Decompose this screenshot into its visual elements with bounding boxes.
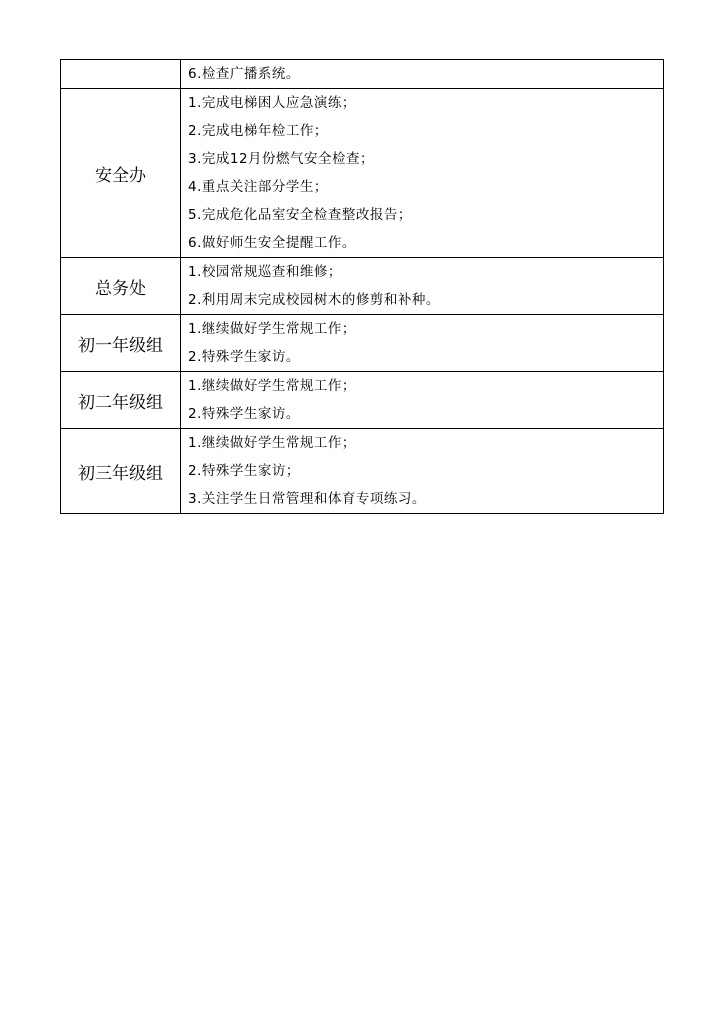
table-row-general-affairs [61, 258, 664, 315]
task-item: 1.继续做好学生常规工作； [188, 321, 356, 337]
task-item: 1.继续做好学生常规工作； [188, 435, 356, 451]
task-item: 6.做好师生安全提醒工作。 [188, 235, 356, 251]
tasks-cell [181, 429, 664, 514]
task-item: 3.关注学生日常管理和体育专项练习。 [188, 491, 426, 507]
table-row-grade-8 [61, 372, 664, 429]
tasks-cell [181, 89, 664, 258]
table-row-grade-7 [61, 315, 664, 372]
dept-cell: 初二年级组 [61, 372, 181, 429]
table-row-safety-office [61, 89, 664, 258]
dept-cell [61, 60, 181, 89]
task-item: 3.完成12月份燃气安全检查； [188, 151, 375, 167]
task-item: 2.特殊学生家访。 [188, 406, 300, 422]
dept-cell: 初三年级组 [61, 429, 181, 514]
tasks-cell [181, 372, 664, 429]
tasks-cell [181, 258, 664, 315]
dept-cell: 总务处 [61, 258, 181, 315]
tasks-cell [181, 60, 664, 89]
tasks-cell [181, 315, 664, 372]
task-item: 1.校园常规巡查和维修； [188, 264, 342, 280]
task-item: 1.继续做好学生常规工作； [188, 378, 356, 394]
task-item: 6.检查广播系统。 [188, 66, 300, 82]
task-item: 2.完成电梯年检工作； [188, 123, 328, 139]
dept-cell: 安全办 [61, 89, 181, 258]
task-item: 4.重点关注部分学生； [188, 179, 328, 195]
table-row-continued [61, 60, 664, 89]
dept-cell: 初一年级组 [61, 315, 181, 372]
task-item: 2.利用周末完成校园树木的修剪和补种。 [188, 292, 440, 308]
task-item: 2.特殊学生家访； [188, 463, 300, 479]
table-row-grade-9 [61, 429, 664, 514]
task-item: 2.特殊学生家访。 [188, 349, 300, 365]
task-item: 5.完成危化品室安全检查整改报告； [188, 207, 412, 223]
task-item: 1.完成电梯困人应急演练； [188, 95, 356, 111]
work-plan-table [60, 59, 664, 514]
